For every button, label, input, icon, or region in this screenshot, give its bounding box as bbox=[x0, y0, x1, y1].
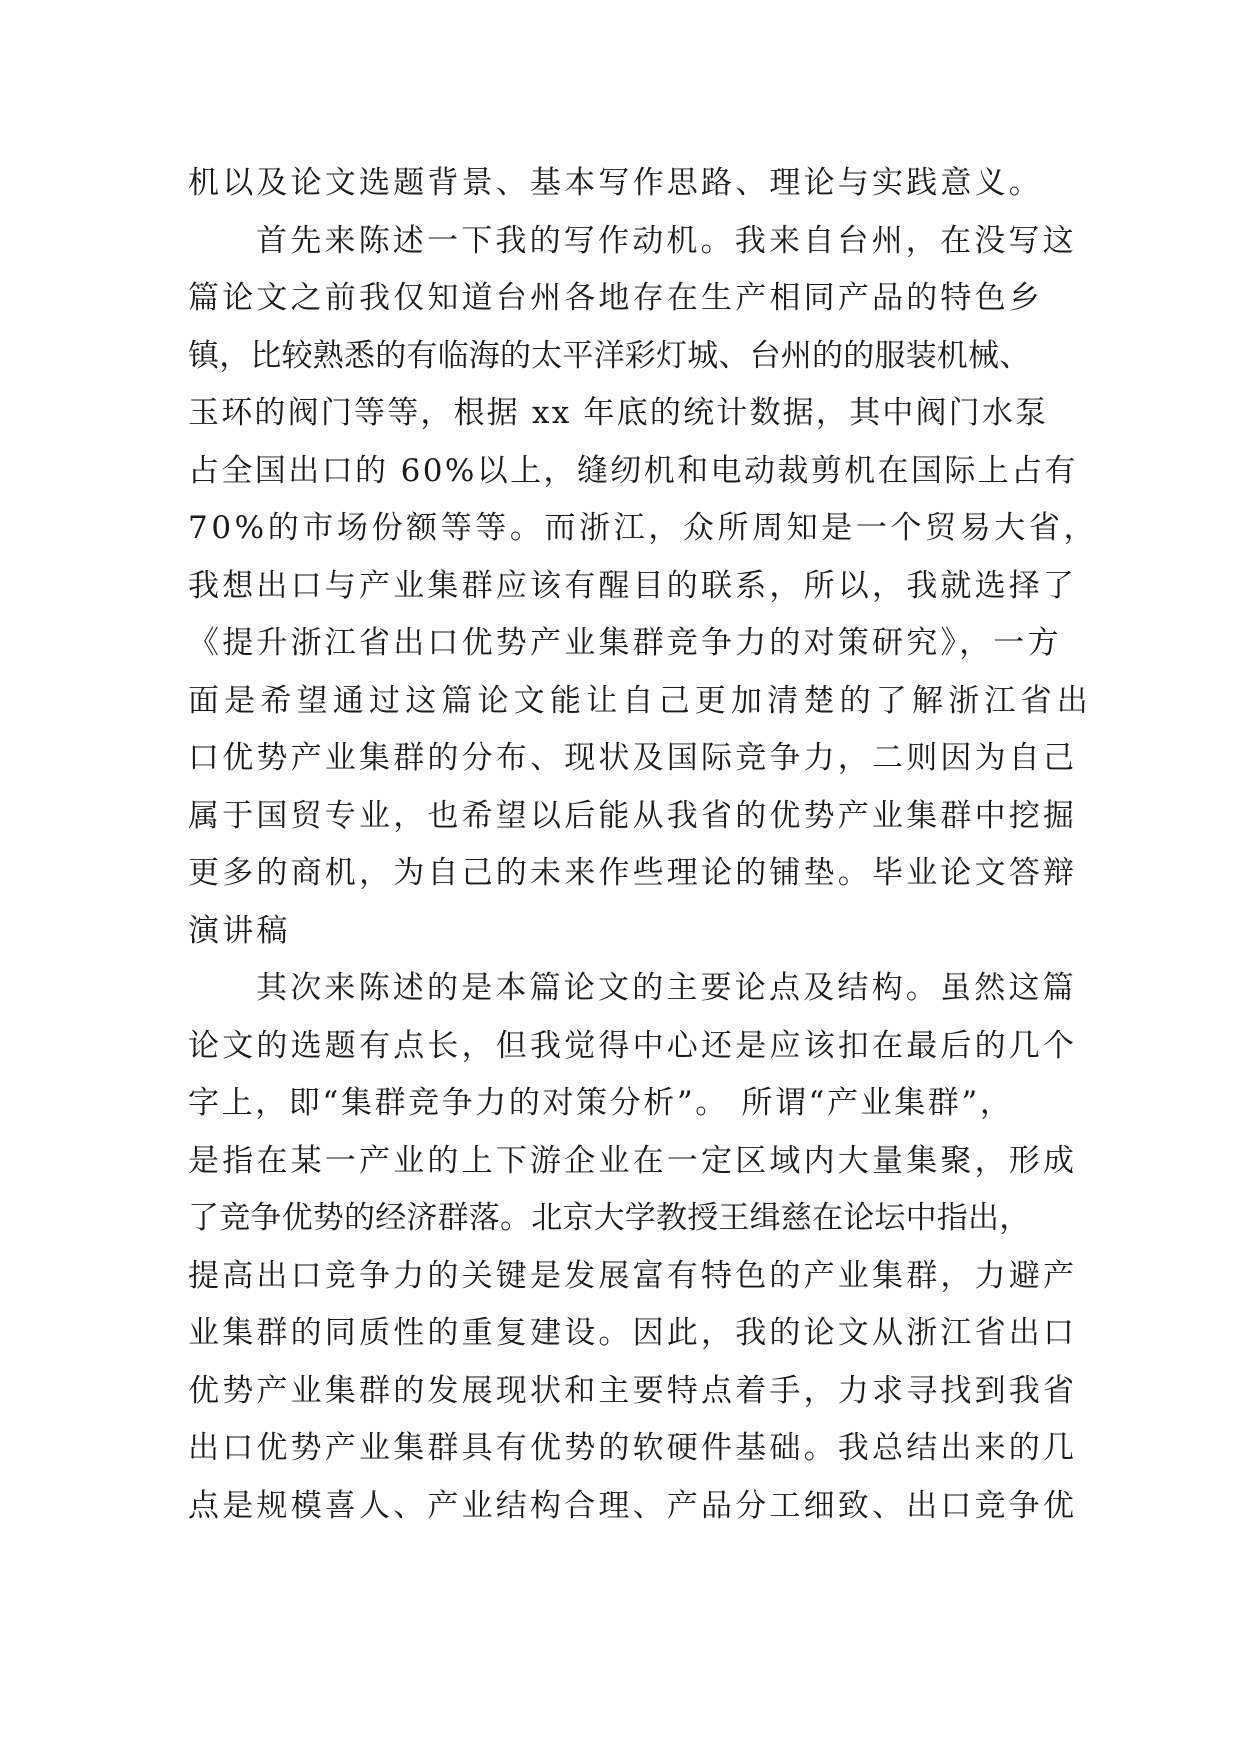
text-line: 占全国出口的 60%以上，缝纫机和电动裁剪机在国际上占有 bbox=[188, 452, 1078, 489]
text-line: 提高出口竞争力的关键是发展富有特色的产业集群，力避产 bbox=[188, 1257, 1078, 1294]
text-line: 字上，即“集群竞争力的对策分析”。 所谓“产业集群”， bbox=[188, 1085, 1014, 1121]
text-line: 业集群的同质性的重复建设。因此，我的论文从浙江省出口 bbox=[188, 1315, 1078, 1351]
text-line: 机以及论文选题背景、基本写作思路、理论与实践意义。 bbox=[188, 165, 1043, 201]
text-line: 我想出口与产业集群应该有醒目的联系，所以，我就选择了 bbox=[188, 567, 1078, 604]
text-line: 出口优势产业集群具有优势的软硬件基础。我总结出来的几 bbox=[188, 1430, 1078, 1466]
body-text bbox=[188, 155, 1099, 1535]
text-line: 点是规模喜人、产业结构合理、产品分工细致、出口竞争优 bbox=[188, 1487, 1078, 1524]
text-line: 《提升浙江省出口优势产业集群竞争力的对策研究》，一方 bbox=[188, 625, 1062, 661]
text-line: 篇论文之前我仅知道台州各地存在生产相同产品的特色乡 bbox=[188, 280, 1043, 316]
text-line: 面是希望通过这篇论文能让自己更加清楚的了解浙江省出 bbox=[188, 682, 1093, 719]
paragraph-start-line: 首先来陈述一下我的写作动机。我来自台州，在没写这 bbox=[256, 222, 1077, 259]
text-line: 是指在某一产业的上下游企业在一定区域内大量集聚，形成 bbox=[188, 1142, 1078, 1179]
text-line: 更多的商机，为自己的未来作些理论的铺垫。毕业论文答辩 bbox=[188, 855, 1078, 891]
text-line: 了竞争优势的经济群落。北京大学教授王缉慈在论坛中指出， bbox=[188, 1200, 1031, 1236]
text-line: 论文的选题有点长，但我觉得中心还是应该扣在最后的几个 bbox=[188, 1027, 1078, 1064]
text-line: 演讲稿 bbox=[188, 912, 291, 949]
text-line: 属于国贸专业，也希望以后能从我省的优势产业集群中挖掘 bbox=[188, 797, 1078, 834]
text-line: 70%的市场份额等等。而浙江，众所周知是一个贸易大省， bbox=[188, 510, 1099, 546]
paragraph-start-line: 其次来陈述的是本篇论文的主要论点及结构。虽然这篇 bbox=[256, 970, 1077, 1006]
text-line: 镇，比较熟悉的有临海的太平洋彩灯城、台州的的服装机械、 bbox=[188, 337, 1031, 374]
text-line: 玉环的阀门等等，根据 xx 年底的统计数据，其中阀门水泵 bbox=[188, 395, 1049, 431]
text-line: 口优势产业集群的分布、现状及国际竞争力，二则因为自己 bbox=[188, 740, 1078, 776]
text-line: 优势产业集群的发展现状和主要特点着手，力求寻找到我省 bbox=[188, 1372, 1078, 1409]
